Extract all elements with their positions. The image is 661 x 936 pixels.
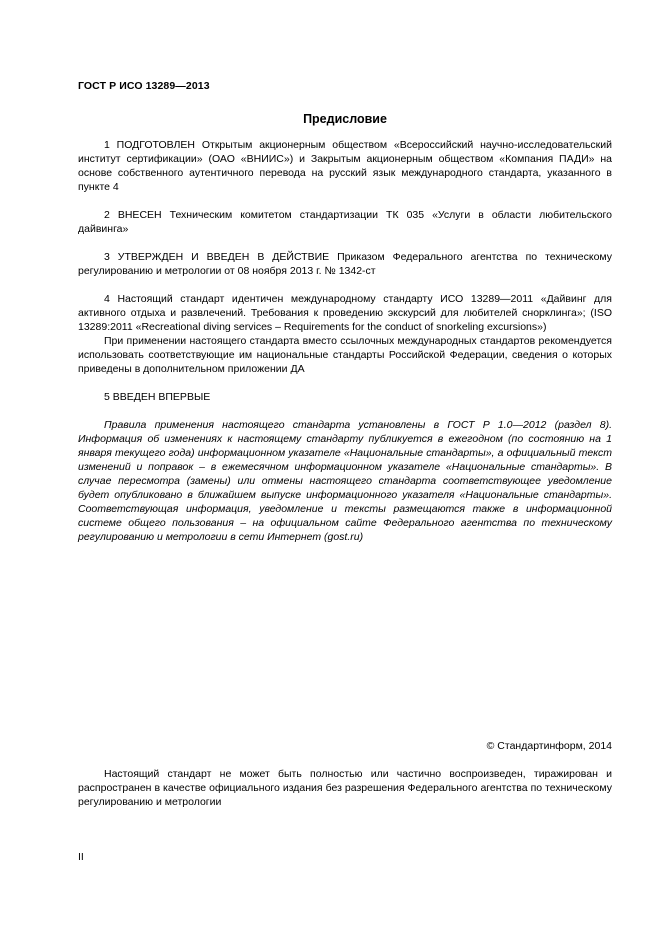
document-code: ГОСТ Р ИСО 13289—2013: [78, 80, 210, 92]
foreword-body: [78, 138, 612, 544]
paragraph-prepared: 1 ПОДГОТОВЛЕН Открытым акционерным обществом «Всероссийский научно-исследовательский институт сертификации» (ОАО «ВНИИС») и Закрытым акционерным обществом «Компания ПАДИ» на основе собственного аутентичного перевода на русский язык международного стандарта, указанного в пункте 4: [78, 139, 612, 193]
paragraph-approved: 3 УТВЕРЖДЕН И ВВЕДЕН В ДЕЙСТВИЕ Приказом Федерального агентства по техническому регулированию и метрологии от 08 ноября 2013 г. № 1342-ст: [78, 251, 612, 277]
paragraph-rules: Правила применения настоящего стандарта установлены в ГОСТ Р 1.0—2012 (раздел 8). Информация об изменениях к настоящему стандарту публикуется в ежегодном (по состоянию на 1 января текущего года) информационном указателе «Национальные стандарты», а официальный текст изменений и поправок – в ежемесячном информационном указателе «Национальные стандарты». В случае пересмотра (замены) или отмены настоящего стандарта соответствующее уведомление будет опубликовано в ближайшем выпуске информационного указателя «Национальные стандарты». Соответствующая информация, уведомление и тексты размещаются также в информационной системе общего пользования – на официальном сайте Федерального агентства по техническому регулированию и метрологии в сети Интернет (gost.ru): [78, 419, 612, 543]
copyright-line: © Стандартинформ, 2014: [486, 740, 612, 752]
paragraph-identical: 4 Настоящий стандарт идентичен международному стандарту ИСО 13289—2011 «Дайвинг для активного отдыха и развлечений. Требования к проведению экскурсий для любителей снорклинга»; (ISO 13289:2011 «Recreational diving services – Requirements for the conduct of snorkeling excursions»): [78, 293, 612, 333]
paragraph-application: При применении настоящего стандарта вместо ссылочных международных стандартов рекомендуется использовать соответствующие им национальные стандарты Российской Федерации, сведения о которых приведены в дополнительном приложении ДА: [78, 335, 612, 375]
paragraph-first-introduced: 5 ВВЕДЕН ВПЕРВЫЕ: [104, 391, 211, 403]
paragraph-introduced: 2 ВНЕСЕН Техническим комитетом стандартизации ТК 035 «Услуги в области любительского дайвинга»: [78, 209, 612, 235]
section-title: Предисловие: [303, 112, 387, 126]
reproduction-notice: Настоящий стандарт не может быть полностью или частично воспроизведен, тиражирован и распространен в качестве официального издания без разрешения Федерального агентства по техническому регулированию и метрологии: [78, 768, 612, 808]
page-number: II: [78, 851, 84, 863]
